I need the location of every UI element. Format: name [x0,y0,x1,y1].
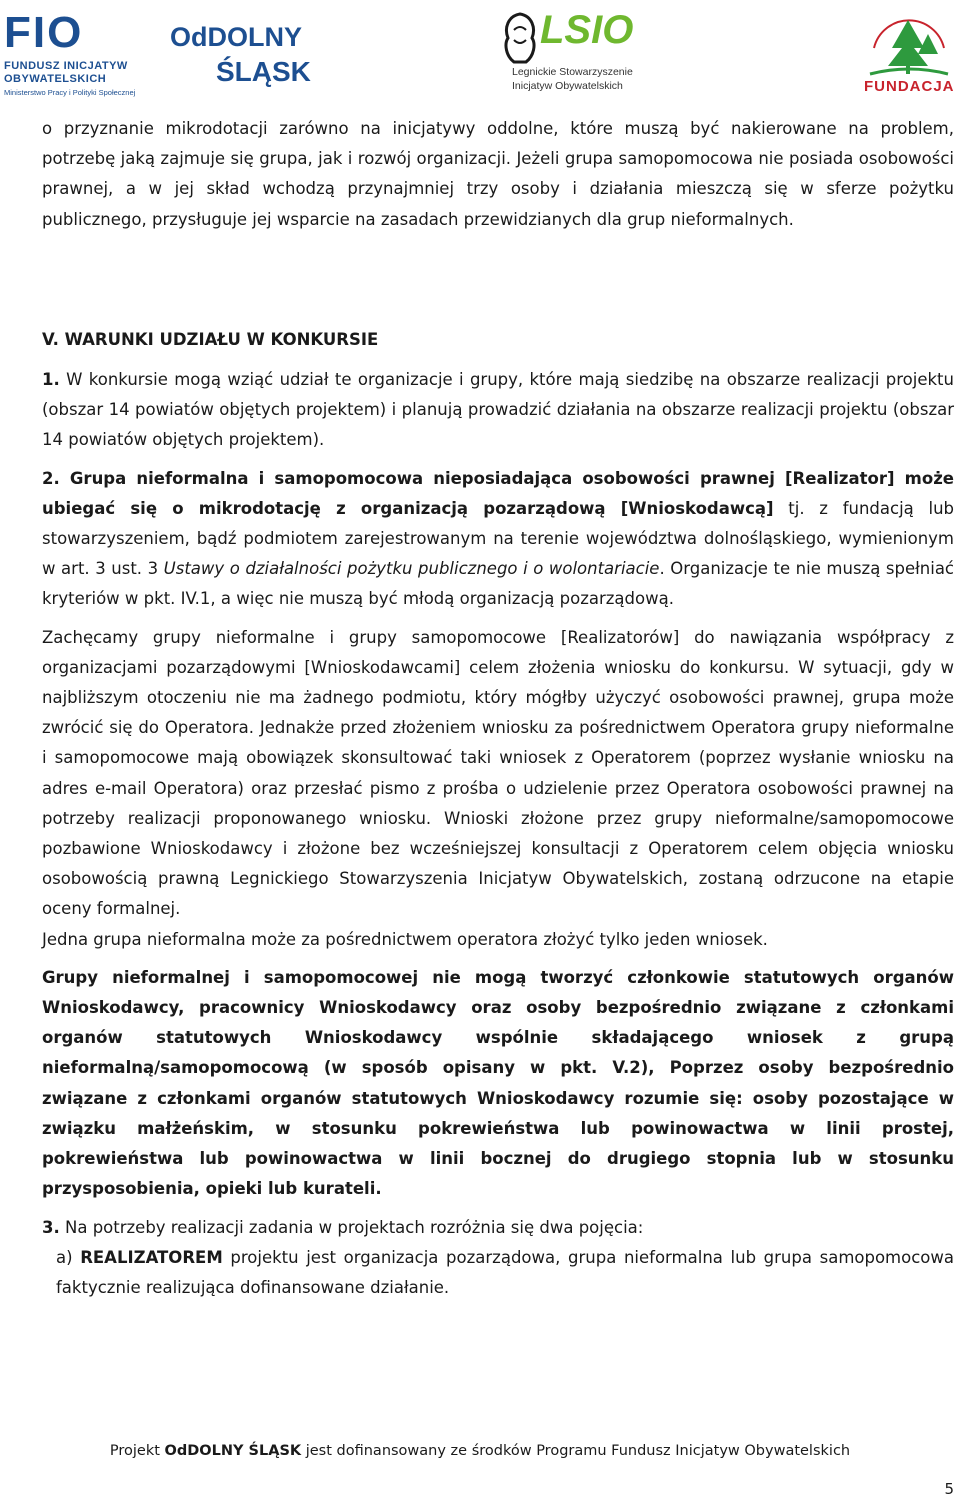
tree-icon [864,8,954,78]
page-number: 5 [944,1480,954,1498]
fundacja-logo-name: FUNDACJA [864,78,955,95]
page-footer [0,1443,960,1459]
oddolny-logo-line1: OdDOLNY [170,22,302,52]
paragraph-encouragement: Zachęcamy grupy nieformalne i grupy samopomocowe [Realizatorów] do nawiązania współpracy z organizacjami pozarządowymi [Wnioskodawcami] celem złożenia wniosku do konkursu. W sytuacji, gdy w najbliższym otoczeniu nie ma żadnego podmiotu, który mógłby użyczyć osobowości prawnej, grupa może zwrócić się do Operatora. Jednakże przed złożeniem wniosku za pośrednictwem Operatora grupy nieformalne i samopomocowe mają obowiązek skonsultować taki wniosek z Operatorem (poprzez wysłanie wniosku na adres e-mail Operatora) oraz przesłać pismo z prośba o udzielenie przez Operatora osobowości prawnej na potrzeby realizacji proponowanego wniosku. Wnioski złożone przez grupy nieformalne/samopomocowe pozbawione Wnioskodawcy i złożone bez wcześniejszej konsultacji z Operatorem celem objęcia wniosku osobowością prawną Legnickiego Stowarzyszenia Inicjatyw Obywatelskich, zostaną odrzucone na etapie oceny formalnej. [42,627,954,919]
item-number-3: 3. [42,1217,60,1237]
footer-suffix: jest dofinansowany ze środków Programu Fundusz Inicjatyw Obywatelskich [301,1443,851,1459]
paragraph-condition-1 [42,365,954,456]
paragraph-condition-1-text: W konkursie mogą wziąć udział te organizacje i grupy, które mają siedzibę na obszarze realizacji projektu (obszar 14 powiatów objętych projektem) i planują prowadzić działania na obszarze realizacji projektu (obszar 14 powiatów objętych projektem). [42,370,954,450]
section-title: V. WARUNKI UDZIAŁU W KONKURSIE [42,329,379,349]
fio-logo-line2: OBYWATELSKICH [4,73,107,85]
document-body [42,114,954,1303]
oddolny-slask-logo [156,14,346,94]
lsio-logo [500,4,660,100]
fio-logo [4,8,154,100]
fio-logo-line1: FUNDUSZ INICJATYW [4,60,128,72]
item-number-1: 1. [42,370,60,390]
paragraph-exclusions: Grupy nieformalnej i samopomocowej nie mogą tworzyć członkowie statutowych organów Wnioskodawcy, pracownicy Wnioskodawcy oraz osoby bezpośrednio związane z członkami organów statutowych Wnioskodawcy wspólnie składającego wniosek z grupą nieformalną/samopomocową (w sposób opisany w pkt. V.2), Poprzez osoby bezpośrednio związane z członkami organów statutowych Wnioskodawcy rozumie się: osoby pozostające w związku małżeńskim, w stosunku pokrewieństwa lub powinowactwa w linii prostej, pokrewieństwa lub powinowactwa w linii bocznej do drugiego stopnia lub w stosunku przysposobienia, opieki lub kurateli. [42,967,954,1199]
paragraph-condition-3-text: Na potrzeby realizacji zadania w projektach rozróżnia się dwa pojęcia: [59,1217,644,1237]
lsio-logo-line1: Legnickie Stowarzyszenie [512,66,633,78]
paragraph-condition-2-text-a: tj. z fundacją lub stowarzyszeniem, bądź podmiotem zarejestrowanym na terenie województwa dolnośląskiego, wymienionym w art. 3 ust. 3 [42,498,955,579]
paragraph-realizator-definition [42,1243,954,1303]
paragraph-condition-3 [42,1213,954,1243]
paragraph-condition-2-bold: 2. Grupa nieformalna i samopomocowa nieposiadająca osobowości prawnej [Realizator] może ubiegać się o mikrodotację z organizacją pozarządową [Wnioskodawcą] [42,468,954,518]
paragraph-condition-2-text-b: . Organizacje te nie muszą spełniać kryteriów w pkt. IV.1, a więc nie muszą być młodą organizacją pozarządową. [42,559,955,609]
paragraph-one-application: Jedna grupa nieformalna może za pośrednictwem operatora złożyć tylko jeden wniosek. [42,929,768,949]
lsio-logo-line2: Inicjatyw Obywatelskich [512,80,623,92]
fio-logo-mark: FIO [4,8,84,57]
fio-logo-ministry: Ministerstwo Pracy i Polityki Społecznej [4,88,136,97]
lsio-logo-mark: LSIO [540,8,634,52]
realizator-definition-text: projektu jest organizacja pozarządowa, grupa nieformalna lub grupa samopomocowa faktycznie realizująca dofinansowane działanie. [56,1247,955,1297]
fundacja-logo [860,6,958,100]
oddolny-logo-line2: ŚLĄSK [216,56,311,87]
realizator-term: REALIZATOREM [80,1247,223,1267]
lion-icon [500,10,540,66]
header-logos [0,0,960,104]
paragraph-condition-2 [42,464,954,615]
footer-project-name: OdDOLNY ŚLĄSK [164,1443,302,1459]
paragraph-intro: o przyznanie mikrodotacji zarówno na inicjatywy oddolne, które muszą być nakierowane na problem, potrzebę jaką zajmuje się grupa, jak i rozwój organizacji. Jeżeli grupa samopomocowa nie posiada osobowości prawnej, a w jej skład wchodzą przynajmniej trzy osoby i działania mieszczą się w sferze pożytku publicznego, przysługuje jej wsparcie na zasadach przewidzianych dla grup nieformalnych. [42,119,954,229]
list-marker-a: a) [56,1247,81,1267]
law-title: Ustawy o działalności pożytku publicznego i o wolontariacie [163,559,660,579]
footer-prefix: Projekt [109,1443,165,1459]
